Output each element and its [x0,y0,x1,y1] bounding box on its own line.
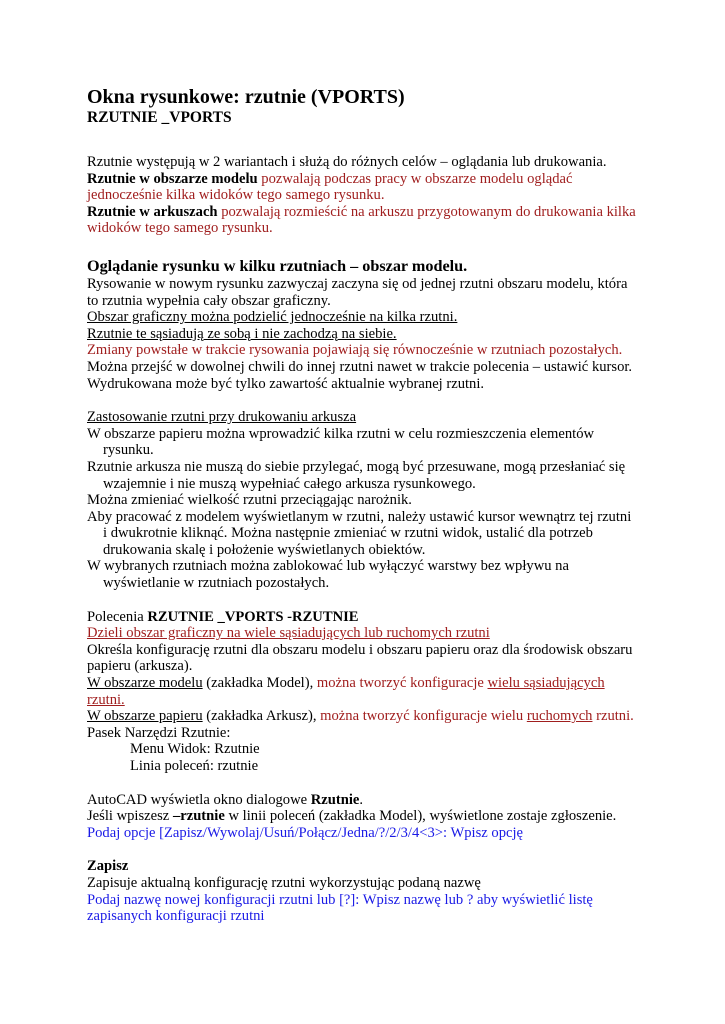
sheet-text-cont: widoków tego samego rysunku. [87,220,273,237]
commands-names: RZUTNIE _VPORTS -RZUTNIE [147,608,359,625]
dialog-end: . [359,791,364,808]
model-text: pozwalają podczas pracy w obszarze modelu oglądać [257,170,573,187]
paper-config-line [87,708,647,725]
sheet-label: Rzutnie w arkuszach [87,203,218,220]
paragraph-line: Zapisuje aktualną konfigurację rzutni wykorzystując podaną nazwę [87,874,481,891]
model-config-underlined: wielu sąsiadujących [487,675,605,692]
save-heading: Zapisz [87,858,129,875]
dialog-text: AutoCAD wyświetla okno dialogowe [87,791,311,808]
paper-config-text: można tworzyć konfiguracje wielu [320,708,527,725]
typed-command-line [87,808,647,825]
model-section [87,257,647,392]
model-config-line [87,675,647,692]
intro-sheet-line [87,204,647,221]
typed-prefix: Jeśli wpiszesz [87,808,173,825]
commands-line [87,609,647,626]
paper-config-end: rzutni. [592,708,634,725]
model-tab-text: (zakładka Model), [202,675,317,692]
paragraph-line: wyświetlanie w rzutniach pozostałych. [103,575,330,592]
paragraph-line: Rzutnie arkusza nie muszą do siebie przylegać, mogą być przesuwane, mogą przesłaniać się [87,458,626,475]
dialog-line [87,792,647,809]
document-page [87,86,647,925]
commands-section [87,609,647,775]
paragraph-line: rysunku. [103,442,154,459]
toolbar-line: Pasek Narzędzi Rzutnie: [87,724,231,741]
paper-tab-text: (zakładka Arkusz), [202,708,321,725]
intro-model-line [87,171,647,188]
save-prompt-cont: zapisanych konfiguracji rzutni [87,908,265,925]
model-config-cont: rzutni. [87,691,125,708]
red-line: Zmiany powstałe w trakcie rysowania pojawiają się równocześnie w rzutniach pozostałych. [87,342,623,359]
paragraph-line: W wybranych rzutniach można zablokować lub wyłączyć warstwy bez wpływu na [87,558,569,575]
paragraph-line: to rzutnia wypełnia cały obszar graficzny. [87,292,331,309]
typed-suffix: w linii poleceń (zakładka Model), wyświetlone zostaje zgłoszenie. [224,808,617,825]
paragraph-line: wzajemnie i nie muszą wypełniać całego arkusza rysunkowego. [103,475,476,492]
model-text-cont: jednocześnie kilka widoków tego samego rysunku. [87,187,385,204]
paragraph-line: i dwukrotnie kliknąć. Można następnie zmieniać w rzutni widok, ustalić dla potrzeb [103,525,593,542]
typed-command: –rzutnie [172,808,225,825]
commands-prefix: Polecenia [87,608,148,625]
paragraph-line: Można przejść w dowolnej chwili do innej rzutni nawet w trakcie polecenia – ustawić kursor. [87,358,633,375]
save-prompt: Podaj nazwę nowej konfiguracji rzutni lub [?]: Wpisz nazwę lub ? aby wyświetlić listę [87,891,593,908]
underlined-line: Obszar graficzny można podzielić jednocześnie na kilka rzutni. [87,309,458,326]
paragraph-line: Określa konfigurację rzutni dla obszaru modelu i obszaru papieru oraz dla środowisk obszaru [87,641,633,658]
print-section [87,409,647,592]
document-title: Okna rysunkowe: rzutnie (VPORTS) [87,86,405,108]
paragraph-line: drukowania skalę i położenie wyświetlanych obiektów. [103,541,426,558]
section-heading-model: Oglądanie rysunku w kilku rzutniach – obszar modelu. [87,256,468,275]
model-config-text: można tworzyć konfiguracje [316,675,488,692]
paragraph-line: Aby pracować z modelem wyświetlanym w rzutni, należy ustawić kursor wewnątrz tej rzutni [87,508,632,525]
intro-section [87,154,647,237]
paragraph-line: papieru (arkusza). [87,658,193,675]
section-heading-print: Zastosowanie rzutni przy drukowaniu arkusza [87,409,357,426]
intro-line: Rzutnie występują w 2 wariantach i służą do różnych celów – oglądania lub drukowania. [87,154,607,170]
model-space-label: W obszarze modelu [87,675,203,692]
paragraph-line: Rysowanie w nowym rysunku zazwyczaj zaczyna się od jednej rzutni obszaru modelu, która [87,275,628,292]
model-label: Rzutnie w obszarze modelu [87,170,258,187]
options-prompt: Podaj opcje [Zapisz/Wywolaj/Usuń/Połącz/Jedna/?/2/3/4<3>: Wpisz opcję [87,824,523,841]
paragraph-line: W obszarze papieru można wprowadzić kilka rzutni w celu rozmieszczenia elementów [87,425,595,442]
paper-config-underlined: ruchomych [526,708,593,725]
paragraph-line: Można zmieniać wielkość rzutni przeciągając narożnik. [87,492,412,509]
red-underlined-line: Dzieli obszar graficzny na wiele sąsiadujących lub ruchomych rzutni [87,625,490,642]
document-subtitle: RZUTNIE _VPORTS [87,109,232,126]
dialog-section [87,792,647,842]
sheet-text: pozwalają rozmieścić na arkuszu przygotowanym do drukowania kilka [217,203,636,220]
save-section [87,858,647,924]
menu-line: Menu Widok: Rzutnie [130,741,260,758]
underlined-line: Rzutnie te sąsiadują ze sobą i nie zachodzą na siebie. [87,325,397,342]
command-line-line: Linia poleceń: rzutnie [130,758,259,774]
paragraph-line: Wydrukowana może być tylko zawartość aktualnie wybranej rzutni. [87,375,485,392]
paper-space-label: W obszarze papieru [87,708,203,725]
dialog-name: Rzutnie [310,791,360,808]
